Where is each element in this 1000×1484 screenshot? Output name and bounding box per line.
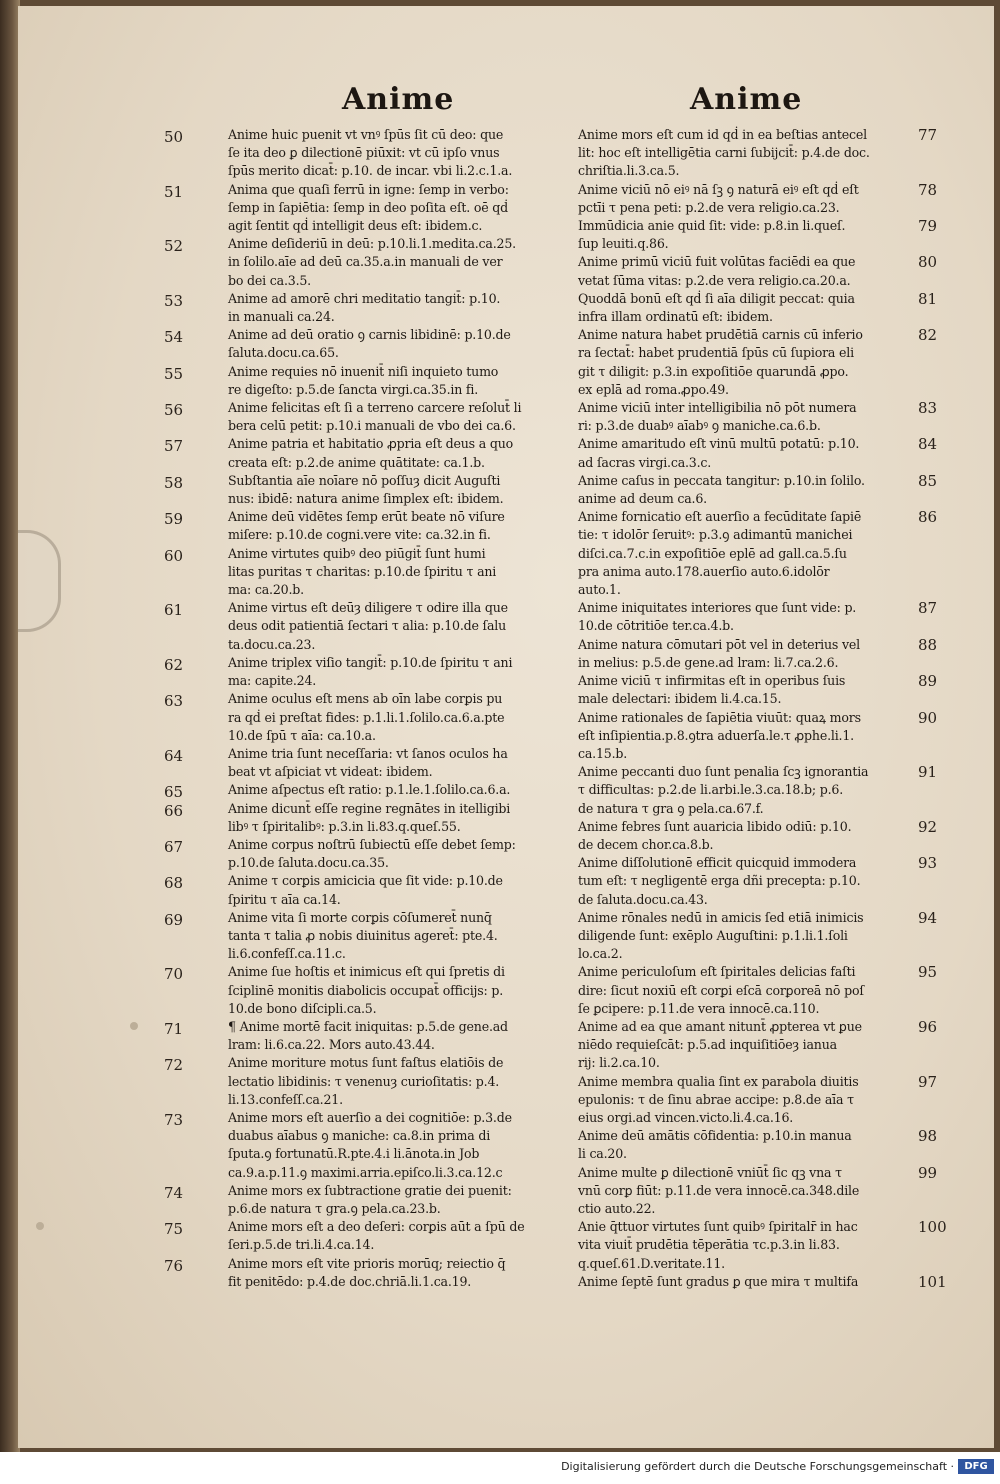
index-entry bbox=[164, 1182, 564, 1218]
index-entry bbox=[164, 963, 564, 1018]
footer-credit: Digitalisierung gefördert durch die Deutsche Forschungsgemeinschaft · bbox=[561, 1460, 954, 1473]
entry-text: Anime ad deū oratio ꝯ carnis libidinē: p.10.de ſaluta.docu.ca.65. bbox=[228, 327, 511, 361]
index-entry bbox=[164, 836, 564, 872]
entry-number: 53 bbox=[164, 291, 184, 310]
entry-text: Anime natura cōmutari pōt vel in deterius vel in melius: p.5.de gene.ad lram: li.7.ca.2.6. bbox=[578, 636, 860, 670]
entry-number: 61 bbox=[164, 601, 184, 620]
entry-text: Anime τ corꝑis amicicia que ſit vide: p.10.de ſpiritu τ aīa ca.14. bbox=[228, 873, 503, 907]
index-entry bbox=[164, 472, 564, 508]
index-entry bbox=[164, 872, 564, 908]
entry-text: Anime febres ſunt auaricia libido odiū: p.10. de decem chor.ca.8.b. bbox=[578, 818, 852, 852]
entry-text: Quoddā bonū eſt qḋ ſi aīa diligit peccat: quia infra illam ordinatū eſt: ibidem. bbox=[578, 290, 855, 325]
entry-number: 86 bbox=[918, 508, 938, 527]
entry-number: 87 bbox=[918, 599, 938, 618]
digitization-footer bbox=[0, 1452, 1000, 1484]
entry-text: Anime ad ea que amant nitunt̄ ꝓpterea vt ꝑue niēdo requieſcāt: p.5.ad inquiſitiōeȝ ianua rij: li.2.ca.10. bbox=[578, 1018, 862, 1071]
index-entry bbox=[578, 435, 938, 471]
running-head-left: Anime bbox=[342, 82, 455, 117]
index-entry bbox=[164, 1054, 564, 1109]
running-head-right: Anime bbox=[690, 82, 803, 117]
entry-text: Anime corpus noſtrū ſubiectū eſſe debet ſemp: p.10.de ſaluta.docu.ca.35. bbox=[228, 836, 516, 871]
entry-text: Anime caſus in peccata tangitur: p.10.in ſolilo. anime ad deum ca.6. bbox=[578, 472, 865, 507]
entry-text: Anime tria ſunt neceſſaria: vt ſanos oculos ha beat vt aſpiciat vt videat: ibidem. bbox=[228, 745, 508, 780]
entry-number: 83 bbox=[918, 399, 938, 418]
index-entry bbox=[164, 235, 564, 290]
entry-text: Anime patria et habitatio ꝓpria eſt deus a quo creata eſt: p.2.de anime quātitate: ca.1.b. bbox=[228, 436, 514, 470]
entry-text: Anima que quaſi ferrū in igne: ſemp in verbo: ſemp in ſapiētia: ſemp in deo poſita eſt. oē qḋ agit ſentit qḋ intelligit deus eſt: ibidem.c. bbox=[228, 181, 509, 234]
index-entry bbox=[578, 326, 938, 399]
index-entry bbox=[164, 1109, 564, 1182]
index-entry bbox=[164, 399, 564, 435]
entry-number: 80 bbox=[918, 253, 938, 272]
entry-number: 62 bbox=[164, 655, 184, 674]
entry-text: Anime huic puenit vt vnꝰ ſpūs ſit cū deo: que ſe ita deo ꝑ dilectionē piūxit: vt cū ipſo vnus ſpūs merito dicat̄: p.10. de incar. vbi li.2.c.1.a. bbox=[228, 127, 513, 179]
index-entry bbox=[164, 435, 564, 471]
index-entry bbox=[578, 599, 938, 635]
entry-number: 99 bbox=[918, 1163, 938, 1182]
index-entry bbox=[164, 363, 564, 399]
entry-text: Anime triplex viſio tangit̄: p.10.de ſpiritu τ ani ma: capite.24. bbox=[228, 654, 513, 689]
index-entry bbox=[578, 908, 938, 964]
entry-text: Anime virtutes quibꝰ deo piūgit̄ ſunt humi litas puritas τ charitas: p.10.de ſpiritu τ ani ma: ca.20.b. bbox=[228, 545, 497, 598]
entry-number: 63 bbox=[164, 692, 184, 711]
entry-number: 71 bbox=[164, 1019, 184, 1038]
index-entry bbox=[578, 289, 938, 326]
left-column bbox=[164, 126, 564, 1291]
entry-number: 77 bbox=[918, 126, 938, 144]
index-entry bbox=[164, 781, 564, 802]
entry-text: Anime dicunt̄ eſſe regine regnātes in itelligibi libꝰ τ ſpiritalibꝰ: p.3.in li.83.q.queſ.55. bbox=[228, 800, 511, 834]
entry-number: 50 bbox=[164, 128, 184, 146]
entry-number: 57 bbox=[164, 437, 184, 456]
entry-text: Anime periculoſum eſt ſpiritales delicias faſti dire: ſicut noxiū eſt corꝑi eſcā corꝑoreā nō poſ ſe ꝑcipere: p.11.de vera innocē.ca.110. bbox=[578, 964, 864, 1016]
index-entry bbox=[164, 1218, 564, 1254]
entry-number: 93 bbox=[918, 854, 938, 873]
index-entry bbox=[578, 1163, 938, 1219]
index-entry bbox=[164, 599, 564, 654]
entry-text: Anime viciū nō eiꝰ nā ſꝫ ꝯ naturā eiꝰ eſt qḋ eſt pctīi τ pena peti: p.2.de vera religio.ca.23. bbox=[578, 181, 859, 215]
index-entry bbox=[164, 909, 564, 964]
index-entry bbox=[578, 1272, 947, 1291]
entry-text: Anime oculus eſt mens ab oīn labe corꝑis pu ra qḋ ei preſtat fides: p.1.li.1.ſolilo.ca.6.a.pte 10.de ſpū τ aīa: ca.10.a. bbox=[228, 691, 505, 743]
entry-text: Anime ſeptē ſunt gradus ꝑ que mira τ multifa bbox=[578, 1273, 859, 1289]
index-entry bbox=[164, 654, 564, 690]
entry-text: Anime aſpectus eſt ratio: p.1.le.1.ſolilo.ca.6.a. bbox=[228, 782, 511, 798]
entry-text: Anime viciū τ infirmitas eſt in operibus ſuis male delectari: ibidem li.4.ca.15. bbox=[578, 673, 846, 707]
entry-number: 101 bbox=[918, 1272, 947, 1291]
entry-number: 96 bbox=[918, 1017, 938, 1036]
entry-text: Anime fornicatio eſt auerſio a fecūditate ſapiē tie: τ idolōr ſeruitꝰ: p.3.ꝯ adimantū manichei diſci.ca.7.c.in expoſitiōe eplē ad gall.ca.5.ſu pra anima auto.178.auerſio auto.6.idolōr auto.1. bbox=[578, 509, 862, 598]
entry-text: Anime viciū inter intelligibilia nō pōt numera ri: p.3.de duabꝰ aīabꝰ ꝯ maniche.ca.6.b. bbox=[578, 400, 857, 434]
entry-number: 51 bbox=[164, 182, 184, 201]
entry-text: Anime virtus eſt deūȝ diligere τ odire illa que deus odit patientiā ſectari τ alia: p.10.de ſalu ta.docu.ca.23. bbox=[228, 600, 508, 652]
index-entry bbox=[164, 1018, 564, 1054]
entry-text: Anime mors eſt cum id qḋ in ea beſtias antecel lit: hoc eſt intelligētia carni ſubijcit̄: p.4.de doc. chriſtia.li.3.ca.5. bbox=[578, 127, 870, 179]
index-entry bbox=[578, 1072, 938, 1128]
entry-number: 68 bbox=[164, 874, 184, 893]
entry-number: 82 bbox=[918, 326, 938, 345]
binding-hole bbox=[36, 1222, 44, 1230]
entry-text: Anime mors eſt auerſio a dei cognitiōe: p.3.de duabus aīabus ꝯ maniche: ca.8.in prima di ſputa.ꝯ fortunatū.R.pte.4.i li.ānota.in Job ca.9.a.p.11.ꝯ maximi.arria.epiſco.li.3.ca.12.c bbox=[228, 1109, 512, 1180]
index-entry bbox=[578, 672, 938, 708]
index-entry bbox=[164, 745, 564, 781]
index-entry bbox=[164, 1255, 564, 1291]
entry-text: Anime requies nō inuenit̄ niſi inquieto tumo re digeſto: p.5.de ſancta virgi.ca.35.in fi. bbox=[228, 363, 499, 397]
entry-number: 89 bbox=[918, 672, 938, 691]
index-entry bbox=[578, 217, 938, 253]
entry-number: 91 bbox=[918, 763, 938, 782]
index-entry bbox=[164, 800, 564, 836]
index-entry bbox=[578, 854, 938, 909]
entry-number: 52 bbox=[164, 237, 184, 256]
entry-number: 60 bbox=[164, 546, 184, 565]
index-entry bbox=[578, 126, 938, 181]
entry-number: 94 bbox=[918, 908, 938, 927]
index-entry bbox=[164, 326, 564, 362]
index-entry bbox=[578, 635, 938, 672]
entry-number: 64 bbox=[164, 746, 184, 765]
index-entry bbox=[164, 181, 564, 236]
entry-text: Anime moriture motus ſunt faſtus elatiōis de lectatio libidinis: τ venenuȝ curioſitatis: p.4. li.13.confeſſ.ca.21. bbox=[228, 1055, 504, 1107]
entry-text: Anime deū amātis cōfidentia: p.10.in manua li ca.20. bbox=[578, 1128, 852, 1162]
index-entry bbox=[578, 1218, 947, 1273]
entry-text: ¶ Anime mortē facit iniquitas: p.5.de gene.ad lram: li.6.ca.22. Mors auto.43.44. bbox=[228, 1018, 508, 1053]
index-entry bbox=[164, 126, 564, 181]
entry-number: 88 bbox=[918, 635, 938, 654]
index-entry bbox=[578, 708, 938, 764]
entry-number: 73 bbox=[164, 1110, 184, 1129]
entry-text: Anime ſue hoſtis et inimicus eſt qui ſpretis di ſciplinē monitis diabolicis occupat̄ officijs: p. 10.de bono diſcipli.ca.5. bbox=[228, 964, 505, 1016]
index-entry bbox=[578, 508, 938, 599]
index-entry bbox=[578, 1127, 938, 1163]
index-entry bbox=[164, 690, 564, 745]
index-entry bbox=[578, 399, 938, 435]
entry-number: 97 bbox=[918, 1072, 938, 1091]
entry-number: 58 bbox=[164, 473, 184, 492]
entry-number: 65 bbox=[164, 783, 184, 802]
entry-text: Anime primū viciū fuit volūtas faciēdi ea que vetat ſūma vitas: p.2.de vera religio.ca.20.a. bbox=[578, 254, 856, 288]
entry-number: 74 bbox=[164, 1183, 184, 1202]
book-spine bbox=[0, 0, 20, 1484]
entry-text: Anime rōnales nedū in amicis ſed etiā inimicis diligende ſunt: exēplo Auguſtini: p.1.li.1.ſoli lo.ca.2. bbox=[578, 909, 864, 962]
entry-text: Anime peccanti duo ſunt penalia ſcꝫ ignorantia τ difficultas: p.2.de li.arbi.le.3.ca.18.b; p.6. de natura τ gra ꝯ pela.ca.67.f. bbox=[578, 764, 869, 816]
entry-text: Anime deū vidētes ſemp erūt beate nō viſure miſere: p.10.de cogni.vere vite: ca.32.in fi. bbox=[228, 509, 505, 543]
entry-text: Anie q̄ttuor virtutes ſunt quibꝰ ſpiritalr̄ in hac vita viuit̄ prudētia tēperātia τc.p.3.in li.83. q.queſ.61.D.veritate.11. bbox=[578, 1219, 858, 1271]
entry-number: 66 bbox=[164, 801, 184, 820]
entry-text: Anime mors ex ſubtractione gratie dei puenit: p.6.de natura τ gra.ꝯ pela.ca.23.b. bbox=[228, 1182, 512, 1216]
entry-number: 54 bbox=[164, 328, 184, 347]
index-entry bbox=[164, 290, 564, 326]
entry-text: Anime mors eſt vite prioris morūq; reiectio q̄ fit penitēdo: p.4.de doc.chriā.li.1.ca.19. bbox=[228, 1255, 506, 1289]
entry-text: Anime iniquitates interiores que ſunt vide: p. 10.de cōtritiōe ter.ca.4.b. bbox=[578, 600, 857, 634]
entry-number: 79 bbox=[918, 217, 938, 236]
entry-number: 81 bbox=[918, 289, 938, 308]
entry-number: 69 bbox=[164, 910, 184, 929]
entry-number: 98 bbox=[918, 1127, 938, 1146]
entry-text: Subſtantia aīe noīare nō poſſuȝ dicit Auguſti nus: ibidē: natura anime ſimplex eſt: ibidem. bbox=[228, 472, 504, 507]
entry-text: Anime diſſolutionē efficit quicquid immodera tum eſt: τ negligentē erga dñi precepta: p.10. de ſaluta.docu.ca.43. bbox=[578, 855, 861, 907]
entry-text: Anime amaritudo eſt vinū multū potatū: p.10. ad ſacras virgi.ca.3.c. bbox=[578, 436, 860, 470]
index-entry bbox=[578, 1017, 938, 1073]
entry-number: 72 bbox=[164, 1056, 184, 1075]
index-entry bbox=[578, 763, 938, 818]
entry-number: 92 bbox=[918, 817, 938, 836]
entry-number: 75 bbox=[164, 1220, 184, 1239]
index-entry bbox=[578, 963, 938, 1018]
entry-text: Anime vita ſi morte corꝑis cōſumeret̄ nunq̄ tanta τ talia ꝓ nobis diuinitus ageret̄: pte.4. li.6.confeſſ.ca.11.c. bbox=[228, 909, 498, 962]
entry-text: Anime natura habet prudētiā carnis cū inferio ra ſectat̄: habet prudentiā ſpūs cū ſupiora eli git τ diligit: p.3.in expoſitiōe quarundā ꝓpo. ex eplā ad roma.ꝓpo.49. bbox=[578, 327, 863, 397]
entry-text: Anime membra qualia ſint ex parabola diuitis epulonis: τ de ſinu abrae accipe: p.8.de aīa τ eius orgi.ad vincen.victo.li.4.ca.16. bbox=[578, 1073, 859, 1125]
entry-number: 95 bbox=[918, 963, 938, 982]
dfg-logo: DFG bbox=[958, 1459, 994, 1474]
entry-number: 56 bbox=[164, 401, 184, 420]
index-entry bbox=[164, 545, 564, 600]
binding-hole bbox=[130, 1022, 138, 1030]
entry-number: 100 bbox=[918, 1218, 947, 1237]
entry-text: Anime ad amorē chri meditatio tangit̄: p.10. in manuali ca.24. bbox=[228, 290, 501, 325]
right-column bbox=[578, 126, 947, 1291]
entry-number: 59 bbox=[164, 510, 184, 529]
entry-number: 84 bbox=[918, 435, 938, 454]
entry-number: 70 bbox=[164, 965, 184, 984]
entry-text: Immūdicia anie quid ſit: vide: p.8.in li.queſ. ſup leuiti.q.86. bbox=[578, 218, 846, 252]
index-entry bbox=[578, 471, 938, 508]
entry-number: 78 bbox=[918, 180, 938, 199]
entry-number: 76 bbox=[164, 1256, 184, 1275]
entry-number: 67 bbox=[164, 837, 184, 856]
entry-text: Anime deſideriū in deū: p.10.li.1.medita.ca.25. in ſolilo.aīe ad deū ca.35.a.in manuali de ver bo dei ca.3.5. bbox=[228, 236, 516, 288]
entry-number: 90 bbox=[918, 708, 938, 727]
index-entry bbox=[578, 253, 938, 289]
entry-text: Anime felicitas eſt ſi a terreno carcere reſolut̄ li bera celū petit: p.10.i manuali de vbo dei ca.6. bbox=[228, 400, 522, 434]
index-entry bbox=[578, 180, 938, 217]
index-entry bbox=[164, 508, 564, 544]
entry-number: 85 bbox=[918, 471, 938, 490]
entry-text: Anime rationales de ſapiētia viuūt: quaꝝ mors eſt inſipientia.p.8.ꝯtra aduerſa.le.τ ꝓphe.li.1. ca.15.b. bbox=[578, 709, 861, 761]
index-entry bbox=[578, 817, 938, 854]
clasp-mark bbox=[18, 530, 61, 632]
entry-text: Anime multe ꝑ dilectionē vniūt̄ ſic qꝫ vna τ vnū corꝑ fiūt: p.11.de vera innocē.ca.348.dile ctio auto.22. bbox=[578, 1164, 860, 1216]
entry-number: 55 bbox=[164, 364, 184, 383]
entry-text: Anime mors eſt a deo deſeri: corꝑis aūt a ſpū de ſeri.p.5.de tri.li.4.ca.14. bbox=[228, 1219, 525, 1253]
